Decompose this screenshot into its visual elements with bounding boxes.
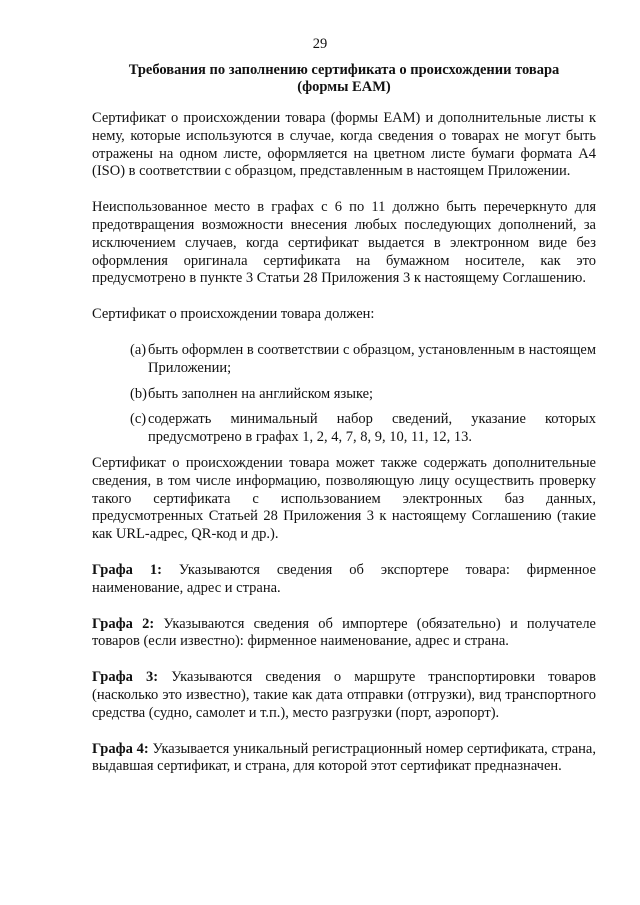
list-item: [92, 342, 596, 378]
field-2-description: [92, 616, 596, 652]
field-2-text: Указываются сведения об импортере (обязательно) и получателе товаров (если известно): фирменное наименование, адрес и страна.: [92, 615, 596, 650]
title-line-1: Требования по заполнению сертификата о происхождении товара: [128, 62, 560, 78]
field-3-text: Указываются сведения о маршруте транспортировки товаров (насколько это известно), такие как дата отправки (отгрузки), вид транспортного средства (судно, самолет и т.п.), место разгрузки (порт, аэропорт).: [92, 669, 596, 721]
list-item: [92, 411, 596, 447]
document-title: [92, 62, 596, 96]
list-marker: (b): [130, 385, 147, 402]
list-item-text: быть оформлен в соответствии с образцом, установленным в настоящем Приложении;: [148, 341, 596, 376]
list-marker: (a): [130, 341, 147, 358]
field-4-label: Графа 4:: [92, 740, 149, 757]
paragraph-unused-space: Неиспользованное место в графах с 6 по 11 должно быть перечеркнуто для предотвращения возможности внесения любых последующих дополнений, за исключением случаев, когда сертификат выдается в электронном виде без оформления оригинала сертификата на бумажном носителе, как это предусмотрено в пункте 3 Статьи 28 Приложения 3 к настоящему Соглашению.: [92, 199, 596, 287]
list-marker: (c): [130, 411, 147, 428]
list-item-text: быть заполнен на английском языке;: [148, 385, 374, 402]
list-item-text: содержать минимальный набор сведений, указание которых предусмотрено в графах 1, 2, 4, 7, 8, 9, 10, 11, 12, 13.: [148, 411, 596, 446]
document-body: [92, 110, 596, 776]
field-4-text: Указывается уникальный регистрационный номер сертификата, страна, выдавшая сертификат, и страна, для которой этот сертификат предназначен.: [92, 740, 596, 775]
paragraph-additional-info: Сертификат о происхождении товара может также содержать дополнительные сведения, в том числе информацию, позволяющую лицу осуществить проверку такого сертификата с использованием электронных баз данных, предусмотренных Статьей 28 Приложения 3 к настоящему Соглашению (такие как URL-адрес, QR-код и др.).: [92, 454, 596, 543]
requirements-list: [92, 342, 596, 447]
title-line-2: (формы EAM): [297, 79, 391, 95]
field-1-text: Указываются сведения об экспортере товара: фирменное наименование, адрес и страна.: [92, 561, 596, 596]
field-1-label: Графа 1:: [92, 561, 162, 578]
field-3-description: [92, 669, 596, 722]
page-number: 29: [312, 36, 328, 52]
paragraph-requirements-intro: Сертификат о происхождении товара должен:: [92, 306, 375, 323]
paragraph-form-description: Сертификат о происхождении товара (формы EAM) и дополнительные листы к нему, которые используются в случае, когда сведения о товарах не могут быть отражены на одном листе, оформляется на цветном листе бумаги формата А4 (ISO) в соответствии с образцом, представленным в настоящем Приложении.: [92, 110, 596, 180]
list-item: [92, 386, 596, 404]
field-3-label: Графа 3:: [92, 669, 159, 686]
field-2-label: Графа 2:: [92, 615, 155, 632]
field-4-description: [92, 741, 596, 777]
field-1-description: [92, 562, 596, 598]
